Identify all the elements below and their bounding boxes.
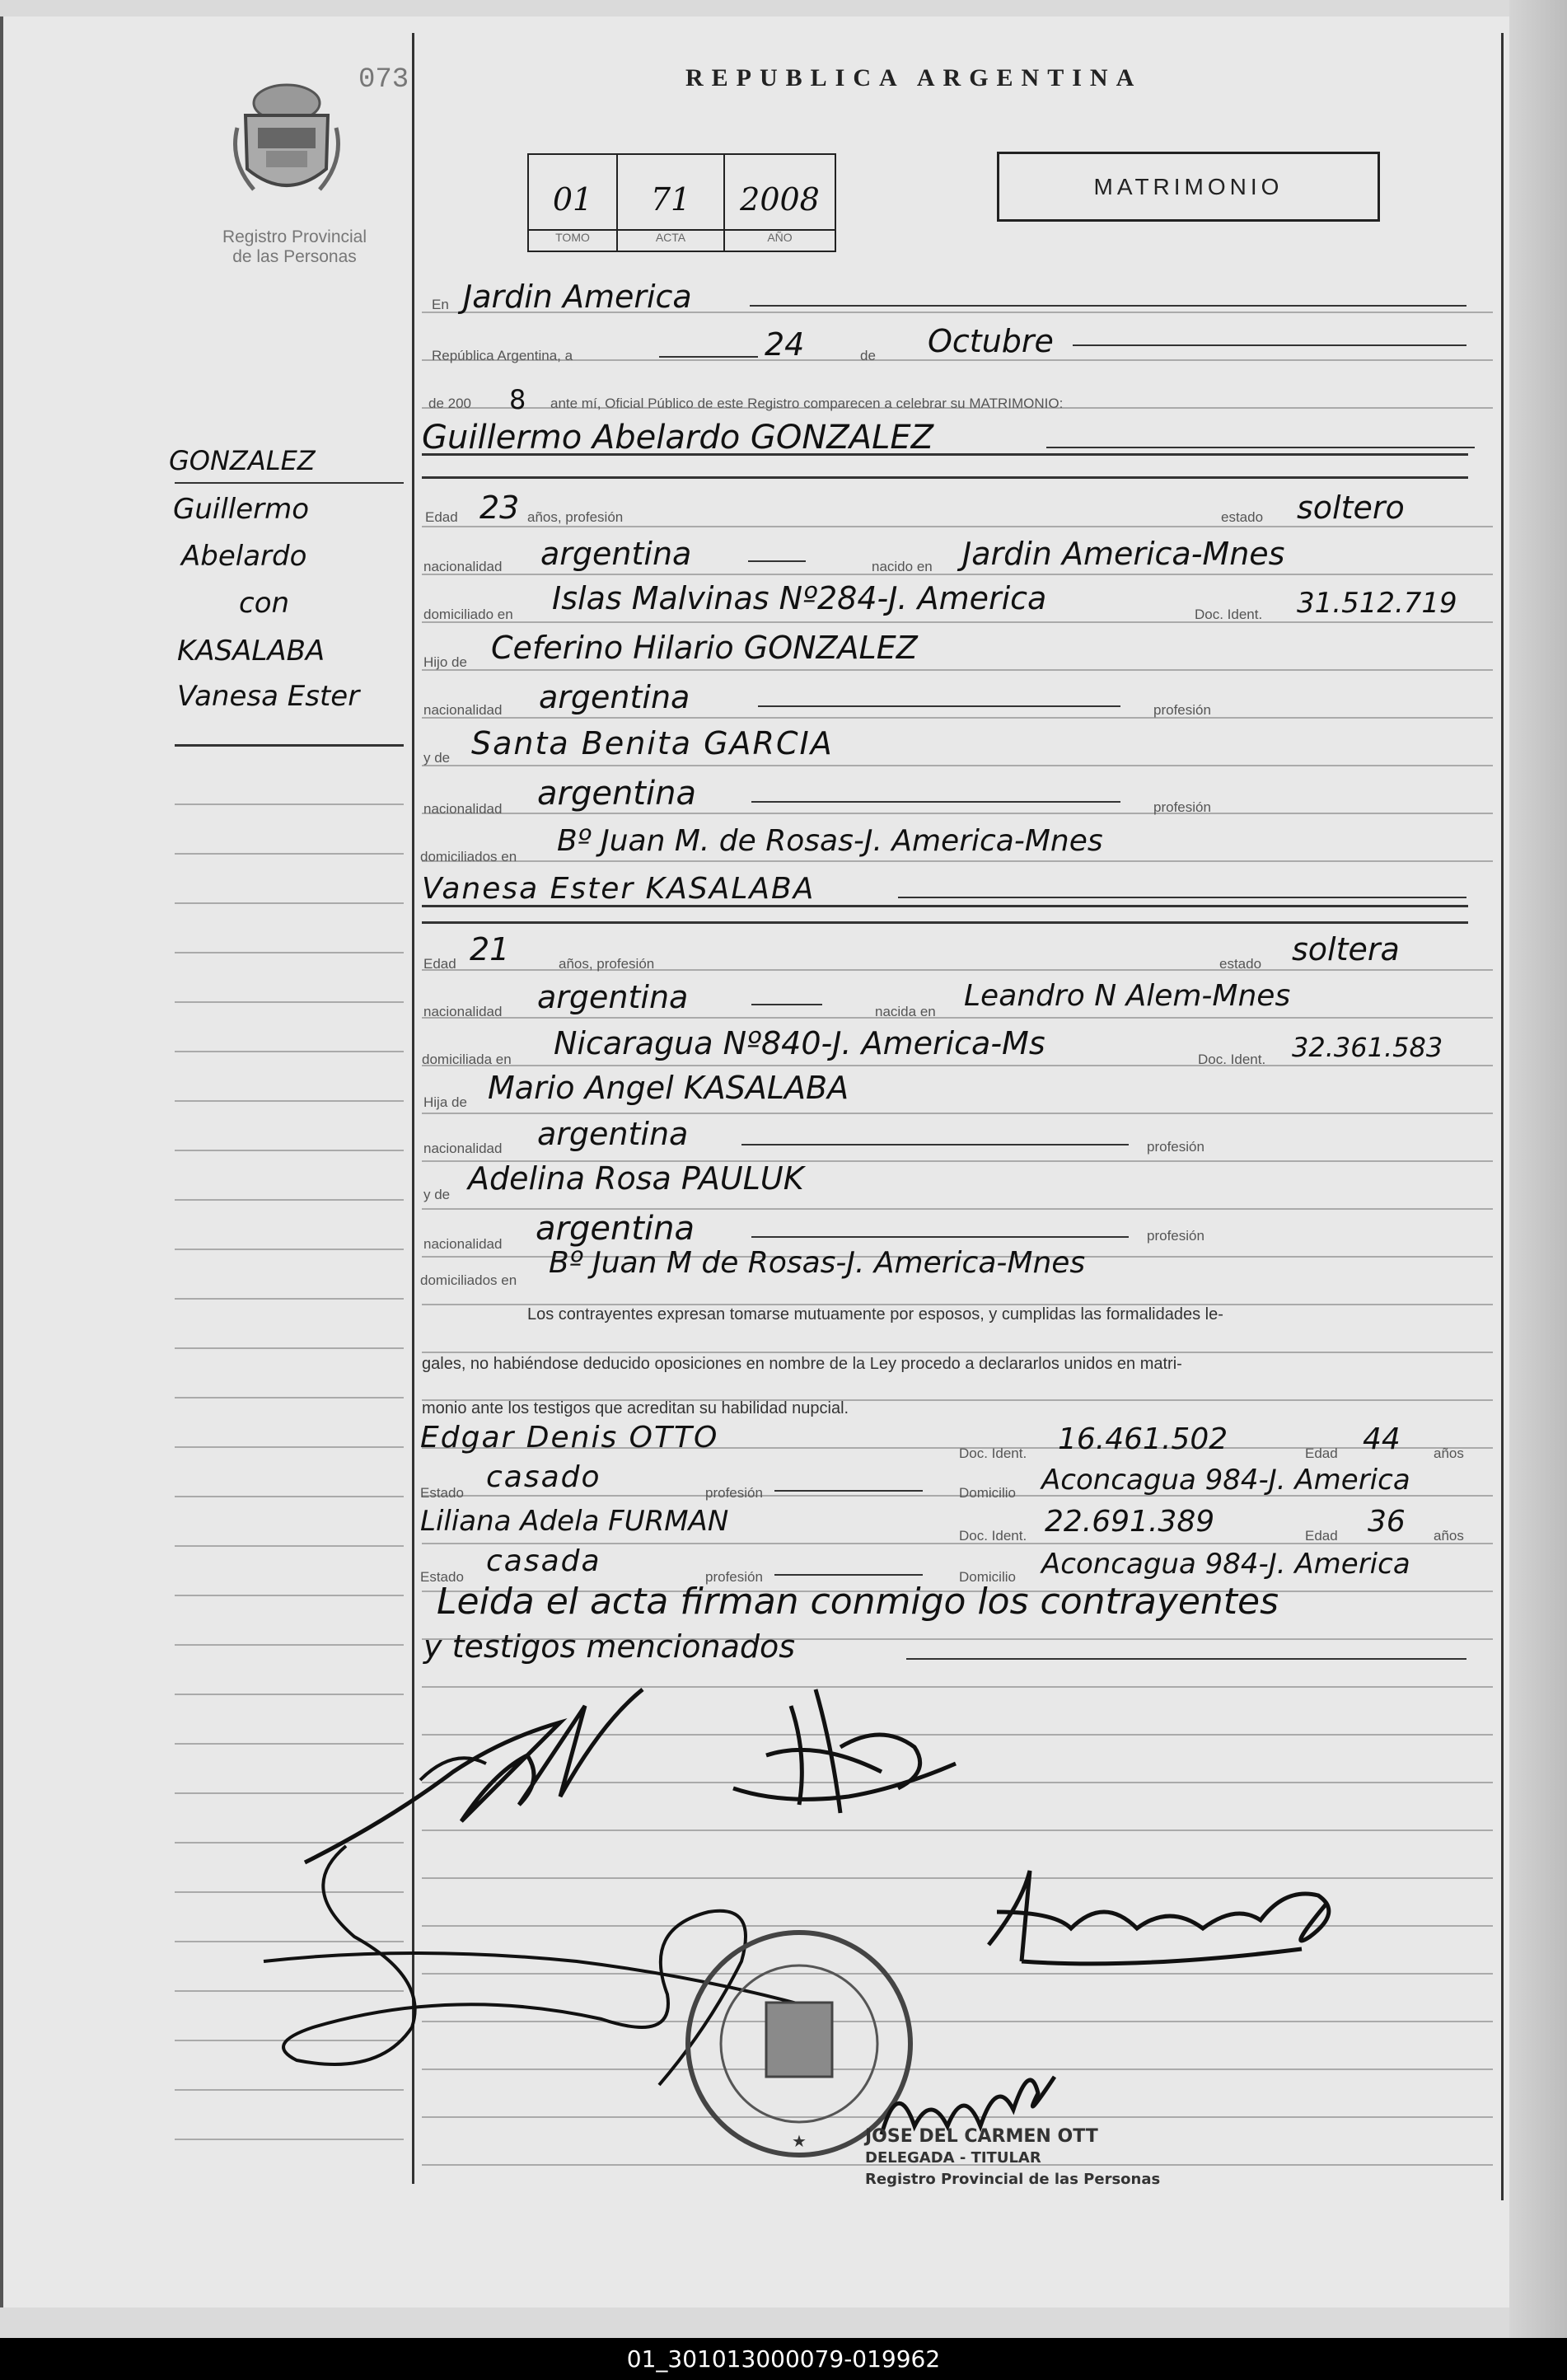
bride-dom-label: domiciliados en (420, 1272, 517, 1288)
witness-1-name: Edgar Denis OTTO (420, 1421, 719, 1455)
margin-rule (175, 1347, 404, 1349)
groom-domiciliado-label: domiciliado en (423, 607, 513, 622)
year-prefix: de 200 (428, 396, 471, 411)
margin-given-groom-2: Abelardo (181, 540, 307, 573)
de-label: de (860, 348, 876, 363)
witness-2-domicilio: Aconcagua 984-J. America (1041, 1548, 1410, 1581)
tomo-value: 01 (552, 181, 593, 218)
fill-dash (1073, 344, 1466, 346)
groom-dom-label: domiciliados en (420, 849, 517, 864)
fill-dash (751, 1004, 822, 1005)
margin-surname-bride: KASALABA (177, 635, 325, 668)
groom-mother-nationality: argentina (537, 775, 696, 813)
bride-mother-prof-label: profesión (1147, 1228, 1204, 1244)
bride-doc-label: Doc. Ident. (1198, 1052, 1266, 1067)
margin-rule (175, 1298, 404, 1300)
rule (422, 1352, 1493, 1353)
groom-address: Islas Malvinas Nº284-J. America (552, 580, 1047, 616)
registry-line-2: de las Personas (232, 247, 357, 266)
bride-estado-value: soltera (1292, 931, 1400, 967)
bride-nacida-label: nacida en (875, 1004, 936, 1019)
rule-strong (422, 921, 1468, 924)
margin-rule (175, 1644, 404, 1646)
bride-anos-label: años, profesión (559, 956, 655, 972)
witness-1-estado-label: Estado (420, 1485, 464, 1501)
tomo-label: TOMO (529, 229, 616, 244)
provincial-crest-logo (229, 78, 344, 206)
bride-mother: Adelina Rosa PAULUK (468, 1160, 804, 1197)
groom-doc-label: Doc. Ident. (1195, 607, 1263, 622)
margin-rule (175, 952, 404, 953)
groom-hijo-label: Hijo de (423, 654, 467, 670)
bride-birthplace: Leandro N Alem-Mnes (964, 979, 1291, 1013)
margin-given-groom-1: Guillermo (173, 493, 310, 526)
margin-rule (175, 1100, 404, 1102)
bride-estado-label: estado (1219, 956, 1262, 972)
bride-mother-nationality: argentina (536, 1210, 695, 1248)
declaration-line-3: monio ante los testigos que acreditan su habilidad nupcial. (422, 1399, 849, 1417)
registry-label (189, 227, 400, 267)
witness-2-doc-label: Doc. Ident. (959, 1528, 1027, 1544)
year-digit: 8 (509, 384, 526, 415)
stamp-line-1: JOSE DEL CARMEN OTT (865, 2126, 1098, 2147)
margin-rule (175, 1051, 404, 1052)
place-value: Jardin America (463, 279, 692, 315)
appear-text: ante mí, Oficial Público de este Registro comparecen a celebrar su MATRIMONIO: (550, 396, 1064, 411)
bride-name: Vanesa Ester KASALABA (422, 872, 816, 906)
rule (422, 1065, 1493, 1066)
fill-dash (906, 1658, 1466, 1660)
groom-estado-label: estado (1221, 509, 1264, 525)
witness-2-name: Liliana Adela FURMAN (420, 1505, 729, 1538)
page-corner-number: 073 (358, 64, 409, 96)
groom-nacionalidad-label: nacionalidad (423, 559, 503, 574)
rule (422, 1113, 1493, 1114)
bride-hija-label: Hija de (423, 1094, 467, 1110)
witness-2-estado-label: Estado (420, 1569, 464, 1585)
fill-dash (758, 705, 1120, 707)
margin-surname-groom: GONZALEZ (169, 445, 316, 476)
record-type-box: MATRIMONIO (997, 152, 1380, 222)
margin-rule (175, 1545, 404, 1547)
rule (422, 621, 1493, 623)
groom-birthplace: Jardin America-Mnes (962, 536, 1285, 572)
witness-2-anos-label: años (1434, 1528, 1464, 1544)
bride-edad-label: Edad (423, 956, 456, 972)
margin-rule (175, 482, 404, 484)
bride-father-prof-label: profesión (1147, 1139, 1204, 1155)
fill-dash (659, 356, 758, 358)
groom-parents-address: Bº Juan M. de Rosas-J. America-Mnes (557, 824, 1103, 858)
bride-father-nac-label: nacionalidad (423, 1141, 503, 1156)
witness-1-anos-label: años (1434, 1445, 1464, 1461)
groom-edad-label: Edad (425, 509, 458, 525)
margin-rule (175, 1199, 404, 1201)
bride-father-nationality: argentina (537, 1116, 689, 1152)
bride-father: Mario Angel KASALABA (488, 1070, 849, 1106)
anio-value: 2008 (740, 181, 820, 218)
official-stamp-text (865, 2126, 1160, 2190)
bride-parents-address: Bº Juan M de Rosas-J. America-Mnes (549, 1246, 1086, 1280)
witness-2-prof-label: profesión (705, 1569, 763, 1585)
fill-dash (751, 801, 1120, 803)
groom-anos-label: años, profesión (527, 509, 624, 525)
margin-rule (175, 803, 404, 805)
groom-age: 23 (479, 490, 520, 526)
rule (422, 813, 1493, 814)
rule (422, 669, 1493, 671)
rule-strong (422, 476, 1468, 479)
signature-witness-2 (972, 1854, 1368, 1978)
fill-dash (898, 897, 1466, 898)
closing-line-1: Leida el acta firman conmigo los contrayentes (437, 1581, 1279, 1623)
groom-yde-label: y de (423, 750, 451, 766)
bride-nationality: argentina (537, 979, 689, 1015)
fill-dash (1046, 447, 1475, 448)
witness-1-prof-label: profesión (705, 1485, 763, 1501)
bride-domiciliada-label: domiciliada en (422, 1052, 512, 1067)
republica-label: República Argentina, a (432, 348, 573, 363)
tomo-box (527, 153, 618, 252)
groom-father-nationality: argentina (539, 679, 690, 715)
witness-2-domicilio-label: Domicilio (959, 1569, 1016, 1585)
anio-label: AÑO (725, 229, 835, 244)
rule (422, 765, 1493, 766)
margin-rule (175, 1595, 404, 1596)
margin-rule (175, 1001, 404, 1003)
bride-address: Nicaragua Nº840-J. America-Ms (554, 1025, 1045, 1061)
witness-1-domicilio: Aconcagua 984-J. America (1041, 1464, 1410, 1497)
bride-doc: 32.361.583 (1292, 1032, 1443, 1063)
rule (422, 574, 1493, 575)
margin-rule (175, 2139, 404, 2140)
witness-2-doc: 22.691.389 (1045, 1505, 1215, 1539)
fill-dash (741, 1144, 1129, 1145)
groom-nacido-label: nacido en (872, 559, 933, 574)
witness-2-edad-label: Edad (1305, 1528, 1338, 1544)
margin-rule (175, 853, 404, 855)
margin-rule (175, 1249, 404, 1250)
bride-nacionalidad-label: nacionalidad (423, 1004, 503, 1019)
witness-1-doc-label: Doc. Ident. (959, 1445, 1027, 1461)
margin-rule (175, 1397, 404, 1398)
margin-con: con (239, 587, 290, 620)
document-id-footer: 01_301013000079-019962 (0, 2338, 1567, 2380)
rule (422, 1017, 1493, 1019)
svg-text:★: ★ (792, 2131, 807, 2151)
fill-dash (774, 1574, 923, 1576)
margin-given-bride: Vanesa Ester (177, 680, 360, 713)
fill-dash (750, 305, 1466, 307)
witness-1-domicilio-label: Domicilio (959, 1485, 1016, 1501)
witness-1-age: 44 (1363, 1422, 1401, 1456)
en-label: En (432, 297, 449, 312)
margin-rule (175, 1446, 404, 1448)
page-edge-shadow (1509, 0, 1567, 2338)
margin-rule (175, 902, 404, 904)
country-title: REPUBLICA ARGENTINA (685, 64, 1143, 91)
rule (422, 860, 1493, 862)
witness-1-estado: casado (486, 1460, 601, 1494)
witness-1-edad-label: Edad (1305, 1445, 1338, 1461)
stamp-line-2: DELEGADA - TITULAR (865, 2149, 1041, 2167)
fill-dash (748, 560, 806, 562)
declaration-line-2: gales, no habiéndose deducido oposiciones en nombre de la Ley procedo a declararlos unidos en matri- (422, 1355, 1182, 1373)
groom-mother: Santa Benita GARCIA (471, 725, 834, 761)
bride-age: 21 (470, 931, 510, 967)
groom-father: Ceferino Hilario GONZALEZ (491, 630, 918, 666)
acta-label: ACTA (618, 229, 723, 244)
declaration-line-1: Los contrayentes expresan tomarse mutuamente por esposos, y cumplidas las formalidades le- (527, 1305, 1223, 1324)
witness-2-estado: casada (486, 1544, 601, 1578)
groom-father-prof-label: profesión (1153, 702, 1211, 718)
month-value: Octubre (928, 323, 1054, 359)
acta-value: 71 (650, 181, 691, 218)
margin-rule (175, 1150, 404, 1151)
fill-dash (751, 1236, 1129, 1238)
groom-doc: 31.512.719 (1297, 587, 1457, 620)
margin-rule (175, 744, 404, 747)
bride-mother-nac-label: nacionalidad (423, 1236, 503, 1252)
anio-box (725, 153, 836, 252)
stamp-line-3: Registro Provincial de las Personas (865, 2171, 1161, 2188)
rule (422, 359, 1493, 361)
acta-box (618, 153, 725, 252)
bride-yde-label: y de (423, 1187, 451, 1202)
day-value: 24 (765, 326, 805, 363)
fill-dash (774, 1490, 923, 1492)
right-border-line (1501, 33, 1504, 2200)
groom-estado-value: soltero (1297, 490, 1405, 526)
registry-line-1: Registro Provincial (222, 227, 367, 246)
groom-mother-nac-label: nacionalidad (423, 801, 503, 817)
margin-rule (175, 1496, 404, 1497)
witness-2-age: 36 (1368, 1505, 1406, 1539)
groom-mother-prof-label: profesión (1153, 799, 1211, 815)
groom-nationality: argentina (540, 536, 692, 572)
closing-line-2: y testigos mencionados (423, 1628, 796, 1665)
rule (422, 526, 1493, 527)
groom-father-nac-label: nacionalidad (423, 702, 503, 718)
rule (422, 717, 1493, 719)
groom-name: Guillermo Abelardo GONZALEZ (422, 419, 934, 457)
witness-1-doc: 16.461.502 (1058, 1422, 1228, 1456)
